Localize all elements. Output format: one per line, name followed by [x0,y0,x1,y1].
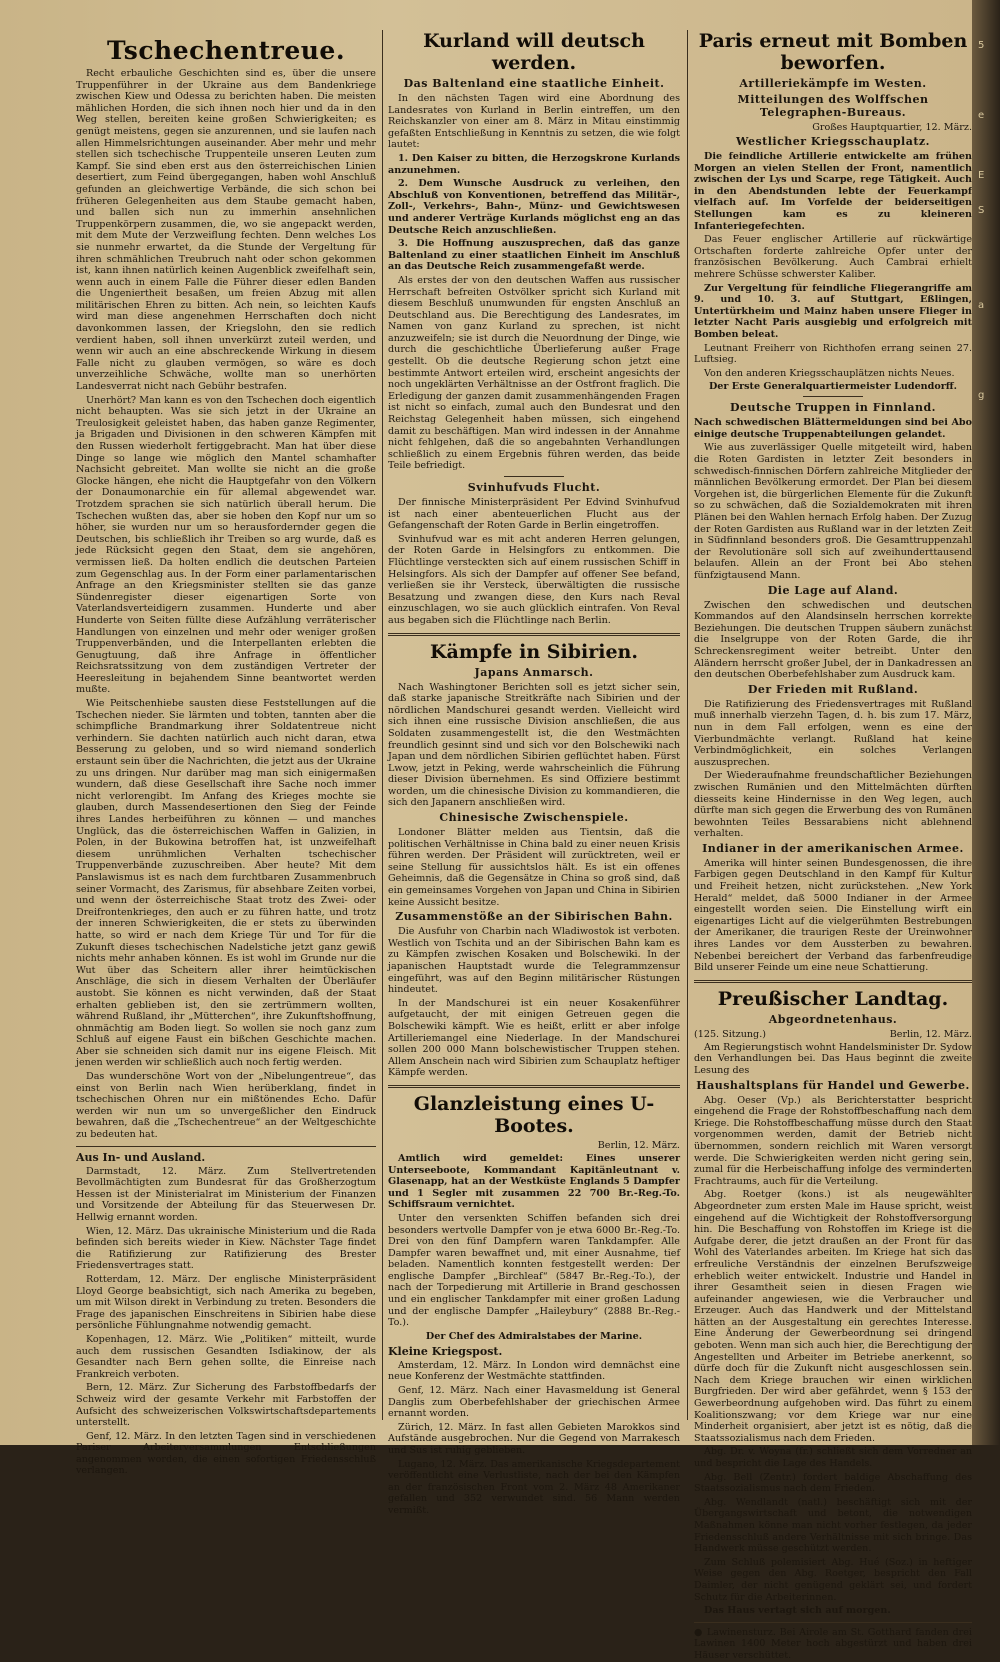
article-subtitle: Abgeordnetenhaus. [768,1012,898,1026]
article-title: Kurland will deutsch werden. [423,30,645,74]
article-paragraph: Der finnische Ministerpräsident Per Edvind Svinhufvud ist nach einer abenteuerlichen Flucht aus der Gefangenschaft der Roten Garde in Berlin eingetroffen. [388,497,680,532]
news-item: Rotterdam, 12. März. Der englische Ministerpräsident Lloyd George beabsichtigt, sich nach Amerika zu begeben, um mit Wilson direkt in Verbindung zu treten. Besonders die Frage des japanischen Einschreitens in Sibirien habe diese persönliche Fühlungnahme notwendig gemacht. [76,1273,376,1332]
news-item: Bern, 12. März. Zur Sicherung des Farbstoffbedarfs der Schweiz wird der gesamte Verkehr mit Farbstoffen der Aufsicht des schweizerischen Volkswirtschaftsdepartements unterstellt. [76,1382,376,1429]
article-paragraph: Der Wiederaufnahme freundschaftlicher Beziehungen zwischen Rumänien und den Mittelmächten dürften diesseits keine Hindernisse in den Weg legen, auch dürfte man sich gegen die Erwerbung des von Rumänen bewohnten Teiles Bessarabiens nicht ablehnend verhalten. [694,770,972,840]
article-paragraph: Am Regierungstisch wohnt Handelsminister Dr. Sydow den Verhandlungen bei. Das Haus beginnt die zweite Lesung des [694,1041,972,1076]
news-item: Genf, 12. März. Nach einer Havasmeldung ist General Danglis zum Oberbefehlshaber der griechischen Armee ernannt worden. [388,1385,680,1420]
article-paragraph: Amtlich wird gemeldet: Eines unserer Unterseeboote, Kommandant Kapitänleutnant v. Glasenapp, hat an der Westküste Englands 5 Dampfer und 1 Segler mit zusammen 22 700 Br.-Reg.-To. Schiffsraum vernichtet. [388,1152,680,1211]
article-paragraph: Als erstes der von den deutschen Waffen aus russischer Herrschaft befreiten Ostvölker spricht sich Kurland mit diesem Beschluß unumwunden für engsten Anschluß an Deutschland aus. Die Berechtigung des Landesrates, im Namen von ganz Kurland zu sprechen, ist nicht anzuzweifeln; sie ist durch die Neuordnung der Dinge, wie durch die geschichtliche Überlieferung außer Frage gestellt. Ob die deutsche Regierung schon jetzt eine bestimmte Antwort erteilen wird, erscheint angesichts der noch ungeklärten Verhältnisse an der Ostfront fraglich. Die Erledigung der ganzen damit zusammenhängenden Fragen ist nicht so einfach, zumal auch den Bundesrat und den Reichstag Gelegenheit haben müssen, sich eingehend damit zu beschäftigen. Man wird indessen in der Annahme nicht fehlgehen, daß die so angebahnten Verhandlungen schließlich zu einem Ergebnis führen werden, das beide Teile befriedigt. [388,274,680,472]
article-paragraph: Abg. Bell (Zentr.) fordert baldige Abschaffung des Staatssozialismus nach dem Frieden. [694,1471,972,1495]
article-paragraph: Zur Vergeltung für feindliche Fliegerangriffe am 9. und 10. 3. auf Stuttgart, Eßlingen, Untertürkheim und Mainz haben unsere Flieger in letzter Nacht Paris ausgiebig und erfolgreich mit Bomben beleat. [694,282,972,340]
article-paragraph: Das Haus vertagt sich auf morgen. [704,1605,891,1617]
article-paragraph: In den nächsten Tagen wird eine Abordnung des Landesrates von Kurland in Berlin eintreffen, um den Reichskanzler von einer am 8. März in Mitau einstimmig gefaßten Entschließung in Kenntnis zu setzen, die wie folgt lautet: [388,93,680,151]
article-paragraph: Leutnant Freiherr von Richthofen errang seinen 27. Luftsieg. [694,342,972,366]
article-paragraph: Das wunderschöne Wort von der „Nibelungentreue“, das einst von Berlin nach Wien herüberklang, findet in tschechischen Ohren nur ein mißtönendes Echo. Dafür werden wir nun um so unvergeßlicher den Eindruck bewahren, daß die „Tschechentreue“ an der Weltgeschichte zu bedeuten hat. [76,1071,376,1141]
article-title: Paris erneut mit Bomben beworfen. [698,30,968,74]
adjacent-page-edge [972,0,1000,1445]
article-paragraph: 3. Die Hoffnung auszusprechen, daß das ganze Baltenland zu einer staatlichen Einheit im Anschluß an das Deutsche Reich zusammengefaßt werde. [388,238,680,273]
article-paragraph: Abg. Dr. v. Woyna (fr.) schließt sich dem Vorredner an und bespricht die Lage des Handels. [694,1446,972,1469]
news-item: Genf, 12. März. In den letzten Tagen sind in verschiedenen Pariser Arbeiterversammlungen Entschließungen angenommen worden, die einen sofortigen Friedensschluß verlangen. [76,1430,376,1477]
news-item: Zürich, 12. März. In fast allen Gebieten Marokkos sind Aufstände ausgebrochen. Nur die Gegend von Marrakesch und Sus ist ruhig geblieben. [388,1421,680,1456]
article-paragraph: Wie Peitschenhiebe sausten diese Feststellungen auf die Tschechen nieder. Sie lärmten und tobten, tannten aber die schimpfliche Brandmarkung ihrer Soldatentreue nicht verhindern. Sie dachten natürlich auch nicht daran, etwa Besserung zu geloben, und so wird niemand sonderlich erstaunt sein über die Nachrichten, die jetzt aus der Ukraine zu uns dringen. Nur darüber mag man sich einigermaßen wundern, daß diese Gesellschaft ihre Sache noch immer nicht verlorengibt. Im Anfang des Krieges mochte sie glauben, durch Massendesertionen den Sieg der Feinde ihres Landes herbeiführen zu können — und manches Unglück, das die österreichischen Waffen in Galizien, in Polen, in der Bukowina betroffen hat, ist unzweifelhaft diesem unrühmlichen Verhalten tschechischer Truppenverbände zuzuschreiben. Aber heute? Mit dem Panslawismus ist es nach dem furchtbaren Zusammenbruch seiner Vormacht, des Zarismus, für absehbare Zeiten vorbei, und wenn der österreichische Staat trotz des Zwei- oder Dreifrontenkrieges, den auch er zu führen hatte, und trotz der inneren Schwierigkeiten, die er stets zu überwinden hatte, so wird er nach dem Kriege Tür und Tor für die Zukunft dieses tschechischen Nadelstiche jetzt ganz gewiß nichts mehr anhaben können. Es ist wohl im Grunde nur die Wut über das Scheitern aller ihrer heimtückischen Anschläge, die sich in diesem Verhalten der Überläufer austobt. Sie können es nicht verwinden, daß der Staat erhalten geblieben ist, den sie zertrümmern wollten, während Rußland, ihr „Mütterchen“, ihre Zukunftshoffnung, ohnmächtig am Boden liegt. So wollen sie noch ganz zum Schluß auf eigene Faust ein bißchen Geschichte machen. Aber sie schneiden sich damit nur ins eigene Fleisch. Mit jenen werden wir schließlich auch noch fertig werden. [76,698,376,1069]
column-rule [687,30,688,1420]
article-paragraph: Nach schwedischen Blättermeldungen sind bei Abo einige deutsche Truppenabteilungen gelandet. [694,417,972,440]
news-item: Darmstadt, 12. März. Zum Stellvertretenden Bevollmächtigten zum Bundesrat für das Großherzogtum Hessen ist der Ministerialrat im Ministerium der Finanzen und Vorsitzende der Abteilung für das Steuerwesen Dr. Hellwig ernannt worden. [76,1165,376,1223]
article-paragraph: Die Ausfuhr von Charbin nach Wladiwostok ist verboten. Westlich von Tschita und an der Sibirischen Bahn kam es zu Kämpfen zwischen Kosaken und Bolschewiki. In der japanischen Hauptstadt wurde die Telegrammzensur eingeführt, was auf den Beginn militärischer Rüstungen hindeutet. [388,926,680,996]
section-title: Svinhufvuds Flucht. [467,481,601,494]
section-title: Die Lage auf Aland. [767,583,899,597]
edge-glyph: g [978,390,985,401]
article-paragraph: Londoner Blätter melden aus Tientsin, daß die politischen Verhältnisse in China bald zu einer neuen Krisis führen werden. Der Präsident will zurücktreten, weil er seine Stellung für aussichtslos hält. Es ist ein offenes Geheimnis, daß die Gegensätze in China so groß sind, daß ein gemeinsames Vorgehen von Japan und China in Sibirien keine Aussicht besitze. [388,827,680,908]
column-left [76,30,376,1477]
section-title: Haushaltsplans für Handel und Gewerbe. [696,1078,970,1092]
news-item: Kopenhagen, 12. März. Wie „Politiken“ mitteilt, wurde auch dem russischen Gesandten Isdiakinow, der als Gesandter nach Bern gehen sollte, die Einreise nach Frankreich verboten. [76,1333,376,1380]
article-title: Tschechentreue. [106,36,346,65]
article-paragraph: Zwischen den schwedischen und deutschen Kommandos auf den Alandsinseln herrschen korrekte Beziehungen. Die deutschen Truppen säubern zunächst die Inselgruppe von der Roten Garde, die ihr Schreckensregiment weiter betreibt. Unter den Aländern herrscht großer Jubel, der in Dankadressen an den deutschen Oberbefehlshaber zum Ausdruck kam. [694,599,972,681]
section-title: Der Frieden mit Rußland. [747,682,919,696]
dateline: Berlin, 12. März. [597,1139,680,1151]
article-paragraph: Unerhört? Man kann es von den Tschechen doch eigentlich nicht behaupten. Was sie sich jetzt in der Ukraine an Treulosigkeit geleistet haben, das haben ganze Regimenter, ja Brigaden und Divisionen in den schweren Kämpfen mit den Russen wiederholt fertiggebracht. Man hat über diese Dinge so lange wie möglich den Mantel schamhafter Nachsicht gebreitet. Man wollte sie nicht an die große Glocke hängen, ehe nicht die Hauptgefahr von den Völkern der Donaumonarchie ein für allemal abgewendet war. Trotzdem sprachen sie sich natürlich überall herum. Die Tschechen wußten das, aber sie hoben den Kopf nur um so höher, sie wurden nur um so herausfordernder gegen die Deutschen, bis schließlich ihr Treiben so arg wurde, daß es jede Rücksicht gegen den Staat, dem sie angehören, vermissen ließ. Da holten endlich die deutschen Parteien zum Gegenschlag aus. In der Form einer parlamentarischen Anfrage an den Kriegsminister stellten sie das ganze Sündenregister dieser eigenartigen Sorte von Vaterlandsverteidigern zusammen. Hunderte und aber Hunderte von Seiten füllte diese Aufzählung verräterischer Handlungen von einzelnen und mehr oder weniger großen Truppenverbänden, und die Interpellanten erlebten die Genugtuung, daß ihre Anfrage in öffentlicher Reichsratssitzung von dem zuständigen Vertreter der Heeresleitung in bejahendem Sinne beantwortet werden mußte. [76,394,376,696]
article-subtitle: Artilleriekämpfe im Westen. [739,77,927,90]
session-number: (125. Sitzung.) [694,1028,766,1040]
article-paragraph: 1. Den Kaiser zu bitten, die Herzogskrone Kurlands anzunehmen. [388,152,680,176]
article-paragraph: Die feindliche Artillerie entwickelte am frühen Morgen an vielen Stellen der Front, namentlich zwischen der Lys und Scarpe, rege Tätigkeit. Auch in den Abendstunden lebte der Feuerkampf vielfach auf. Im Vorfelde der beiderseitigen Stellungen kam es zu kleineren Infanteriegefechten. [694,151,972,232]
column-middle [388,30,680,1516]
edge-glyph: a [978,300,985,311]
section-title: Kleine Kriegspost. [388,1344,503,1358]
divider [76,1146,376,1147]
section-title: Chinesische Zwischenspiele. [439,811,629,825]
article-paragraph: Das Feuer englischer Artillerie auf rückwärtige Ortschaften forderte zahlreiche Opfer unter der französischen Bevölkerung. Auch Cambrai erhielt mehrere Schüsse schwerster Kaliber. [694,234,972,280]
article-title: Preußischer Landtag. [717,987,949,1010]
news-item: Amsterdam, 12. März. In London wird demnächst eine neue Konferenz der Westmächte stattfinden. [388,1359,680,1383]
edge-glyph: S [978,205,985,216]
edge-glyph: 5 [978,40,985,51]
article-paragraph: Wie aus zuverlässiger Quelle mitgeteilt wird, haben die Roten Gardisten in letzter Zeit besonders in schwedisch-finnischen Dörfern zahlreiche Mitglieder der männlichen Bevölkerung ermordet. Der Plan bei diesem Vorgehen ist, die bürgerlichen Elemente für die Zukunft so zu schwächen, daß die Sozialdemokraten mit ihren Plänen bei den Wahlen hernach Erfolg haben. Der Zuzug der Roten Gardisten aus Rußland war in der letzten Zeit in Südfinnland besonders groß. Die Gesamttruppenzahl der Revolutionäre soll sich auf zweihunderttausend belaufen. Allein an der Front bei Abo stehen fünfzigtausend Mann. [694,442,972,581]
article-title: Kämpfe in Sibirien. [430,640,638,663]
article-paragraph: Abg. Roetger (kons.) ist als neugewählter Abgeordneter zum ersten Male im Hause spricht, weist eingehend auf die Wichtigkeit der Rohstoffversorgung hin. Die Beschaffung von Rohstoffen im Kriege ist die Aufgabe derer, die jetzt draußen an der Front für das Wohl des Vaterlandes arbeiten. Im Kriege hat sich das erfreuliche Verständnis der einzelnen Berufszweige erheblich weiter entwickelt. Industrie und Handel in ihrer Gesamtheit seien in diesen Fragen wie aufeinander angewiesen, wie die Verbraucher und Erzeuger. Auch das Handwerk und der Mittelstand hätten an der Ausgestaltung ein gerechtes Interesse. Eine Änderung der Gewerbeordnung sei dringend geboten. Wenn man sich auch hier, die Berechtigung der Angestellten und Arbeiter im Betriebe anerkennt, so dürfe doch für die Zukunft nicht ausgeschlossen sein. Nach dem Kriege brauchen wir einen wirklichen Burgfrieden. Der wird aber gefährdet, wenn § 153 der Gewerbeordnung aufgehoben wird. Das führt zu einem Koalitionszwang; vor dem Kriege war nur eine Minderheit organisiert, aber jetzt ist es nötig, daß die Staatssozialismus nach dem Frieden. [694,1189,972,1444]
section-title: Deutsche Truppen in Finnland. [729,401,937,415]
divider [388,633,680,636]
session-line [694,1029,972,1040]
article-paragraph: 2. Dem Wunsche Ausdruck zu verleihen, den Abschluß von Konventionen, betreffend das Militär-, Zoll-, Verkehrs-, Bahn-, Münz- und Gewichtswesen und anderer Verträge Kurlands möglichst eng an das Deutsche Reich anzuschließen. [388,178,680,236]
divider [803,396,863,397]
divider [694,1622,972,1623]
signature: Der Erste Generalquartiermeister Ludendorff. [708,381,958,393]
signature: Der Chef des Admiralstabes der Marine. [425,1330,643,1342]
article-paragraph: Amerika will hinter seinen Bundesgenossen, die ihre Farbigen gegen Deutschland in den Kampf für Kultur und Freiheit hetzen, nicht zurückstehen. „New York Herald“ meldet, daß 5000 Indianer in der Armee eingestellt worden seien. Die Einstellung wirft ein eigenartiges Licht auf die vielgerühmten Bestrebungen der Amerikaner, die traurigen Reste der Ureinwohner ihres Landes vor dem Aussterben zu bewahren. Nebenbei bereichert der Verband das farbenfreudige Bild unserer Feinde um eine neue Schattierung. [694,857,972,974]
divider [388,1085,680,1088]
divider [694,980,972,983]
news-item: Lugano, 12. März. Das amerikanische Kriegsdepartement veröffentlicht eine Verlustliste, nach der bei den Kämpfen an der französischen Front vom 2. März 48 Amerikaner gefallen und 352 verwundet sind. 56 Mann werden vermißt. [388,1458,680,1516]
section-title: Zusammenstöße an der Sibirischen Bahn. [395,910,673,924]
article-paragraph: Zum Schluß polemisiert Abg. Hué (Soz.) in heftiger Weise gegen den Abg. Roetger, bespricht den Fall Daimler, der nicht genügend geklärt sei, und fordert Schutz für die Arbeiterinnen. [694,1556,972,1603]
edge-glyph: e [978,110,985,121]
article-paragraph: Svinhufvud war es mit acht anderen Herren gelungen, der Roten Garde in Helsingfors zu entkommen. Die Flüchtlinge versteckten sich auf einem russischen Schiff in Helsingfors. Als sich der Dampfer auf offener See befand, verließen sie ihr Versteck, überwältigten die russische Besatzung und zwangen diese, den Kurs nach Reval einzuschlagen, wo sie auch glücklich eintrafen. Von Reval aus begaben sich die Flüchtlinge nach Berlin. [388,533,680,626]
column-right [694,30,972,1661]
section-title: Westlicher Kriegsschauplatz. [736,135,930,148]
article-paragraph: Die Ratifizierung des Friedensvertrages mit Rußland muß innerhalb vierzehn Tagen, d. h. bis zum 17. März, nun in dem Fall erfolgen, wenn es eine der Vierbundmächte verlangt. Rußland hat keine Verbindmöglichkeit, ein solches Verlangen auszusprechen. [694,698,972,768]
article-title: Glanzleistung eines U-Bootes. [413,1092,655,1137]
article-subtitle: Das Baltenland eine staatliche Einheit. [403,77,665,90]
divider [504,476,564,477]
article-paragraph: Recht erbauliche Geschichten sind es, über die unsere Truppenführer in der Ukraine aus dem Bandenkriege zwischen Kiew und Odessa zu berichten haben. Die meisten mählichen Horden, die sich ihnen noch hier und da in den Weg stellen, bereiten keine großen Schwierigkeiten; es genügt meistens, gegen sie anzurennen, und sie laufen nach allen Himmelsrichtungen auseinander. Aber mehr und mehr stellen sich tschechische Truppenteile unseren Leuten zum Kampf. Sie sind eben erst aus den österreichischen Linien desertiert, zum Feind übergegangen, haben wohl Anschluß gefunden an gleichwertige Verbände, die sich schon bei früheren Gelegenheiten aus dem Staube gemacht haben, und ballen sich nun zu immerhin ansehnlichen Truppenkörpern zusammen, die, wo sie angepackt werden, mit dem Mute der Verzweiflung fechten. Denn welches Los sie nunmehr erwartet, da die Stunde der Vergeltung für ihren schmählichen Treubruch naht oder schon gekommen ist, kann ihnen natürlich keinen Augenblick zweifelhaft sein, wenn auch in einem Falle die Führer dieser edlen Banden die Ungeniertheit besaßen, um freien Abzug mit allen militärischen Ehren zu bitten. Ach nein, so leichten Kaufs wird man diese angenehmen Herrschaften doch nicht davonkommen lassen, der Kriegslohn, den sie redlich verdient haben, soll ihnen unverkürzt zuteil werden, und wenn wir auch an eine abschreckende Wirkung in diesem Falle nicht zu glauben vermögen, so wäre es doch unverzeihliche Schwäche, wollte man so unerhörten Landesverrat nicht nach Gebühr bestrafen. [76,68,376,393]
article-subtitle: Japans Anmarsch. [474,665,594,679]
article-paragraph: Nach Washingtoner Berichten soll es jetzt sicher sein, daß starke japanische Streitkräfte nach Sibirien und der nördlichen Mandschurei gesandt werden. Vielleicht wird sich ihnen eine russische Division anschließen, die aus Soldaten zusammengestellt ist, die den Westmächten freundlich gesinnt sind und sich vor den Bolschewiki nach Japan und dem nördlichen Sibirien geflüchtet haben. Fürst Lwow, jetzt in Peking, werde wahrscheinlich die Führung dieser Division übernehmen. Es sind Offiziere bestimmt worden, um die chinesische Division zu kommandieren, die sich den Japanern anschließen wird. [388,681,680,809]
article-paragraph: In der Mandschurei ist ein neuer Kosakenführer aufgetaucht, der mit einigen Getreuen gegen die Bolschewiki kämpft. Wie es heißt, erlitt er aber infolge Artilleriemangel eine Niederlage. In der Mandschurei sollen 200 000 Mann bolschewistischer Truppen stehen. Allem Anschein nach wird Sibirien zum Schauplatz heftiger Kämpfe werden. [388,997,680,1079]
section-title: Indianer in der amerikanischen Armee. [702,841,964,855]
news-item: Wien, 12. März. Das ukrainische Ministerium und die Rada befinden sich bereits wieder in Kiew. Nächster Tage findet die Ratifizierung zur Ratifizierung des Brester Friedensvertrages statt. [76,1225,376,1272]
article-paragraph: Unter den versenkten Schiffen befanden sich drei besonders wertvolle Dampfer von je etwa 6000 Br.-Reg.-To. Drei von den fünf Dampfern waren Tankdampfer. Alle Dampfer waren bewaffnet und, mit einer Ausnahme, tief beladen. Namentlich konnten festgestellt werden: Der englische Dampfer „Birchleaf“ (5847 Br.-Reg.-To.), der nach der Torpedierung mit Artillerie in Brand geschossen und ein englischer Tankdampfer mit einer großen Ladung und der englische Dampfer „Haileybury“ (2888 Br.-Reg.-To.). [388,1212,680,1329]
column-rule [382,30,383,1420]
edge-glyph: E [978,170,985,181]
dateline: Berlin, 12. März. [889,1028,972,1040]
article-paragraph: Abg. Oeser (Vp.) als Berichterstatter bespricht eingehend die Frage der Rohstoffbeschaffung nach dem Kriege. Die Rohstoffbeschaffung müsse durch den Staat vorgenommen werden, damit der Betrieb nicht übernommen, sondern reichlich mit Waren versorgt werde. Die Schwierigkeiten werden nicht gering sein, zumal für die Herbeischaffung infolge des verminderten Frachtraums, auch für die Verteilung. [694,1094,972,1187]
news-item: ● Lawinensturz. Bei Airole am St. Gotthard fanden drei Lawinen 1400 Meter hoch abgestürzt und haben drei Häuser verschüttet. [694,1626,972,1661]
section-title: Aus In- und Ausland. [76,1150,206,1164]
dateline: Großes Hauptquartier, 12. März. [812,122,972,133]
article-paragraph: Abg. Wendlandt (natl.) beschäftigt sich mit der Übergangswirtschaft und betont, die notwendigen Maßnahmen könne man nicht vorher festlegen, da jeder Friedensschluß andere Verhältnisse mit sich bringe. Das Handwerk müsse geschützt werden. [694,1496,972,1555]
source-line: Mitteilungen des Wolffschen Telegraphen-Bureaus. [737,93,929,119]
article-paragraph: Von den anderen Kriegsschauplätzen nichts Neues. [704,367,955,379]
